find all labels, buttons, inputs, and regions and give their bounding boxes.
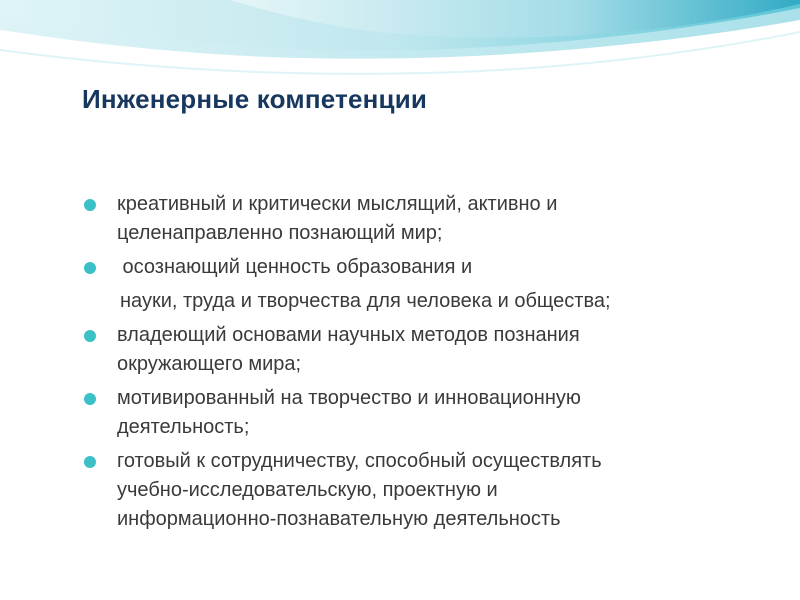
list-item [0, 253, 800, 282]
list-item [0, 321, 800, 379]
list-item [0, 190, 800, 248]
list-item-text: науки, труда и творчества для человека и общества; [120, 290, 611, 312]
bullet-dot-icon [84, 456, 96, 468]
list-item-text: целенаправленно познающий мир; [117, 222, 443, 244]
list-item-text: владеющий основами научных методов познания [117, 324, 580, 346]
list-item-text: креативный и критически мыслящий, активно и [117, 193, 558, 215]
list-item-text: готовый к сотрудничеству, способный осуществлять [117, 450, 602, 472]
bullet-dot-icon [84, 199, 96, 211]
list-item-text: деятельность; [117, 416, 250, 438]
header-wave-decoration [0, 0, 800, 80]
list-item-text: окружающего мира; [117, 353, 302, 375]
list-item [0, 384, 800, 442]
list-item-continuation [0, 287, 800, 316]
list-item [0, 447, 800, 534]
bullet-dot-icon [84, 393, 96, 405]
slide-title: Инженерные компетенции [82, 84, 428, 114]
bullet-dot-icon [84, 330, 96, 342]
bullet-dot-icon [84, 262, 96, 274]
list-item-text: мотивированный на творчество и инновационную [117, 387, 581, 409]
list-item-text: осознающий ценность образования и [117, 256, 473, 278]
competency-list [0, 190, 800, 534]
list-item-text: информационно-познавательную деятельность [117, 508, 561, 530]
list-item-text: учебно-исследовательскую, проектную и [117, 479, 498, 501]
